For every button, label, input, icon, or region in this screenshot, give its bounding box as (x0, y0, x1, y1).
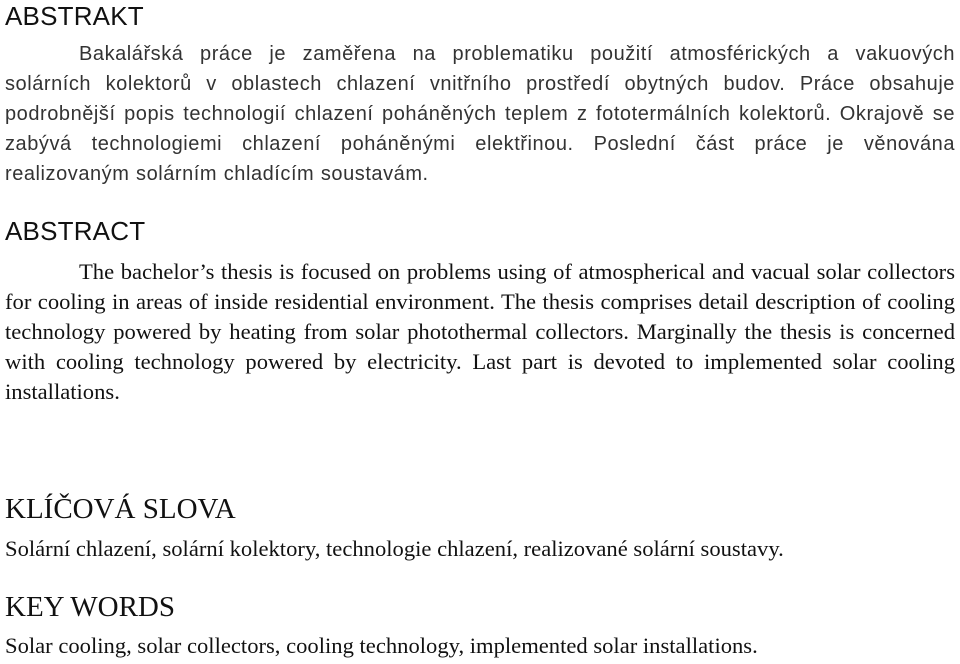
abstract-en-heading: ABSTRACT (5, 216, 146, 246)
abstract-en-paragraph: The bachelor’s thesis is focused on problems using of atmospherical and vacual solar collectors for cooling in areas of inside residential environment. The thesis comprises detail description of cooling technology powered by heating from solar photothermal collectors. Marginally the thesis is concerned with cooling technology powered by electricity. Last part is devoted to implemented solar cooling installations. (5, 259, 955, 404)
abstract-cz-heading: ABSTRAKT (5, 1, 144, 31)
abstract-cz-paragraph: Bakalářská práce je zaměřena na problematiku použití atmosférických a vakuových solárních kolektorů v oblastech chlazení vnitřního prostředí obytných budov. Práce obsahuje podrobnější popis technologií chlazení poháněných teplem z fototermálních kolektorů. Okrajově se zabývá technologiemi chlazení poháněnými elektřinou. Poslední část práce je věnována realizovaným solárním chladícím soustavám. (5, 43, 955, 185)
keywords-cz-heading: KLÍČOVÁ SLOVA (5, 493, 236, 525)
keywords-en-heading: KEY WORDS (5, 591, 175, 623)
keywords-cz-text: Solární chlazení, solární kolektory, technologie chlazení, realizované solární soustavy. (5, 536, 784, 561)
keywords-en-text: Solar cooling, solar collectors, cooling technology, implemented solar installations. (5, 633, 758, 658)
